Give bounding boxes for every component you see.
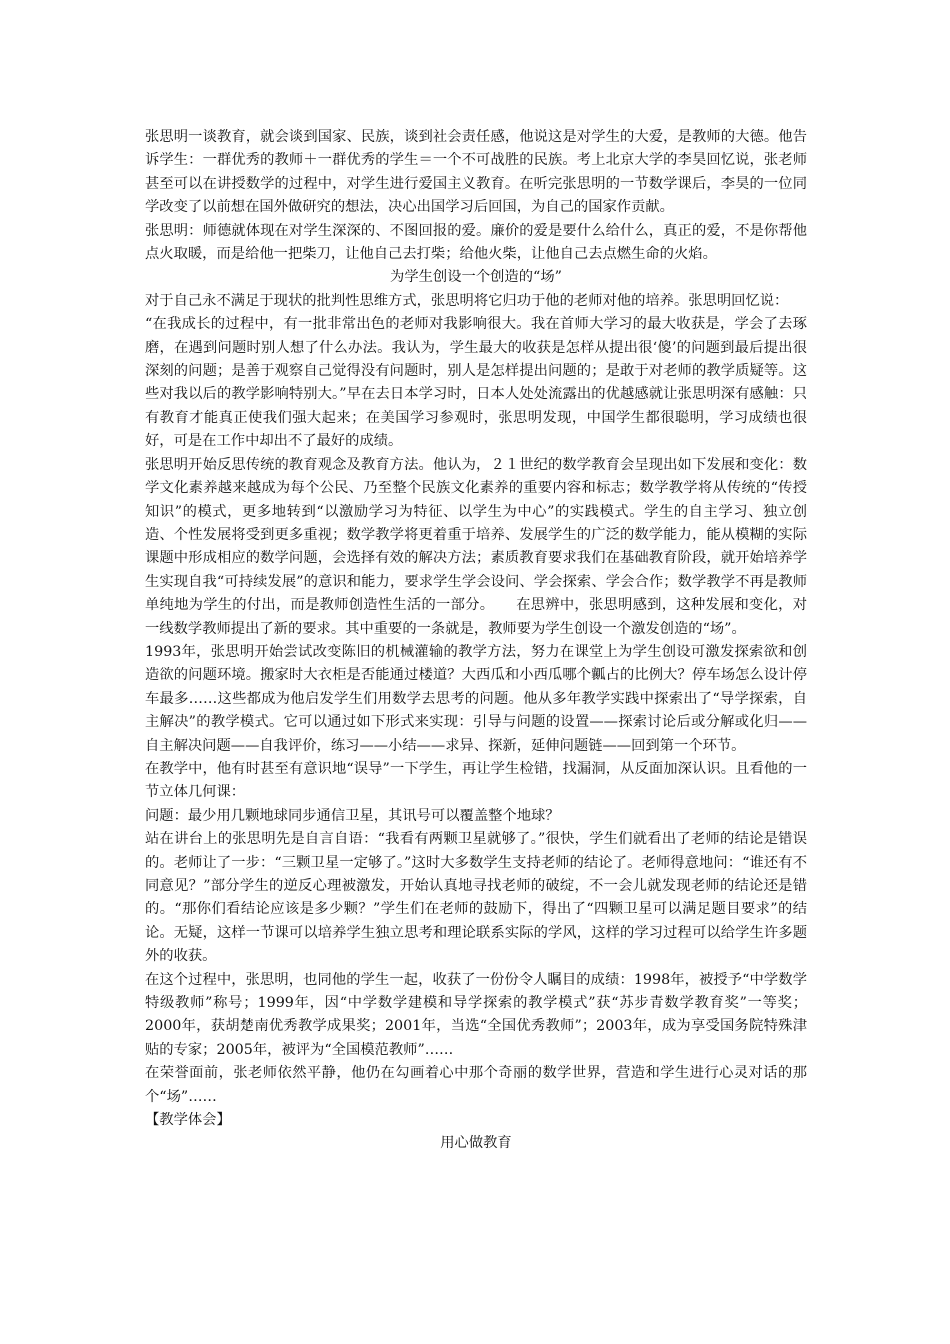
paragraph-teacher-ethics: 张思明：师德就体现在对学生深深的、不图回报的爱。廉价的爱是要什么给什么，真正的爱，不是你帮他点火取暖，而是给他一把柴刀，让他自己去打柴；给他火柴，让他自己去点燃生命的火焰。 <box>145 222 807 263</box>
section-heading: 为学生创设一个创造的“场” <box>390 269 562 286</box>
footer-title: 用心做教育 <box>440 1135 512 1152</box>
paragraph-question: 问题：最少用几颗地球同步通信卫星，其讯号可以覆盖整个地球？ <box>145 807 560 824</box>
document-body <box>145 126 807 1156</box>
paragraph-intro: 张思明一谈教育，就会谈到国家、民族，谈到社会责任感，他说这是对学生的大爱，是教师的大德。他告诉学生：一群优秀的教师＋一群优秀的学生＝一个不可战胜的民族。考上北京大学的李昊回忆说，张老师甚至可以在讲授数学的过程中，对学生进行爱国主义教育。在听完张思明的一节数学课后，李昊的一位同学改变了以前想在国外做研究的想法，决心出国学习后回国，为自己的国家作贡献。 <box>145 129 807 216</box>
paragraph-misleading: 在教学中，他有时甚至有意识地“误导”一下学生，再让学生检错，找漏洞，从反面加深认识。且看他的一节立体几何课： <box>145 760 807 801</box>
paragraph-recall-intro: 对于自己永不满足于现状的批判性思维方式，张思明将它归功于他的老师对他的培养。张思明回忆说： <box>145 292 789 309</box>
paragraph-1993: 1993年，张思明开始尝试改变陈旧的机械灌输的教学方法，努力在课堂上为学生创设可激发探索欲和创造欲的问题环境。搬家时大衣柜是否能通过楼道？大西瓜和小西瓜哪个瓤占的比例大？停车场怎么设计停车最多……这些都成为他启发学生们用数学去思考的问题。他从多年教学实践中探索出了“导学探索，自主解决”的教学模式。它可以通过如下形式来实现：引导与问题的设置——探索讨论后或分解或化归——自主解决问题——自我评价，练习——小结——求异、探新，延伸问题链——回到第一个环节。 <box>145 643 807 754</box>
paragraph-achievements: 在这个过程中，张思明，也同他的学生一起，收获了一份份令人瞩目的成绩：1998年，被授予“中学数学特级教师”称号；1999年，因“中学数学建模和导学探索的教学模式”获“苏步青数学教育奖”一等奖；2000年，获胡楚南优秀教学成果奖；2001年，当选“全国优秀教师”；2003年，成为享受国务院特殊津贴的专家；2005年，被评为“全国模范教师”…… <box>145 971 807 1058</box>
paragraph-reflection: 张思明开始反思传统的教育观念及教育方法。他认为，２１世纪的数学教育会呈现出如下发展和变化：数学文化素养越来越成为每个公民、乃至整个民族文化素养的重要内容和标志；数学教学将从传统的“传授知识”的模式，更多地转到“以激励学习为特征、以学生为中心”的实践模式。学生的自主学习、独立创造、个性发展将受到更多重视；数学教学将更着重于培养、发展学生的广泛的数学能力，能从模糊的实际课题中形成相应的数学问题，会选择有效的解决方法；素质教育要求我们在基础教育阶段，就开始培养学生实现自我“可持续发展”的意识和能力，要求学生学会设问、学会探索、学会合作；数学教学不再是教师单纯地为学生的付出，而是教师创造性生活的一部分。 在思辨中，张思明感到，这种发展和变化，对一线数学教师提出了新的要求。其中重要的一条就是，教师要为学生创设一个激发创造的“场”。 <box>145 456 807 637</box>
paragraph-classroom: 站在讲台上的张思明先是自言自语：“我看有两颗卫星就够了。”很快，学生们就看出了老师的结论是错误的。老师让了一步：“三颗卫星一定够了。”这时大多数学生支持老师的结论了。老师得意地问：“谁还有不同意见？”部分学生的逆反心理被激发，开始认真地寻找老师的破绽，不一会儿就发现老师的结论还是错的。“那你们看结论应该是多少颗？”学生们在老师的鼓励下，得出了“四颗卫星可以满足题目要求”的结论。无疑，这样一节课可以培养学生独立思考和理论联系实际的学风，这样的学习过程可以给学生许多题外的收获。 <box>145 831 807 965</box>
paragraph-quote: “在我成长的过程中，有一批非常出色的老师对我影响很大。我在首师大学习的最大收获是，学会了去琢磨，在遇到问题时别人想了什么办法。我认为，学生最大的收获是怎样从提出很‘傻’的问题到最后提出很深刻的问题；是善于观察自己觉得没有问题时，别人是怎样提出问题的；是敢于对老师的教学质疑等。这些对我以后的教学影响特别大。”早在去日本学习时，日本人处处流露出的优越感就让张思明深有感触：只有教育才能真正使我们强大起来；在美国学习参观时，张思明发现，中国学生都很聪明，学习成绩也很好，可是在工作中却出不了最好的成绩。 <box>145 316 807 450</box>
paragraph-honor: 在荣誉面前，张老师依然平静，他仍在勾画着心中那个奇丽的数学世界，营造和学生进行心灵对话的那个“场”…… <box>145 1065 807 1105</box>
teaching-experience-label: 【教学体会】 <box>145 1112 231 1129</box>
